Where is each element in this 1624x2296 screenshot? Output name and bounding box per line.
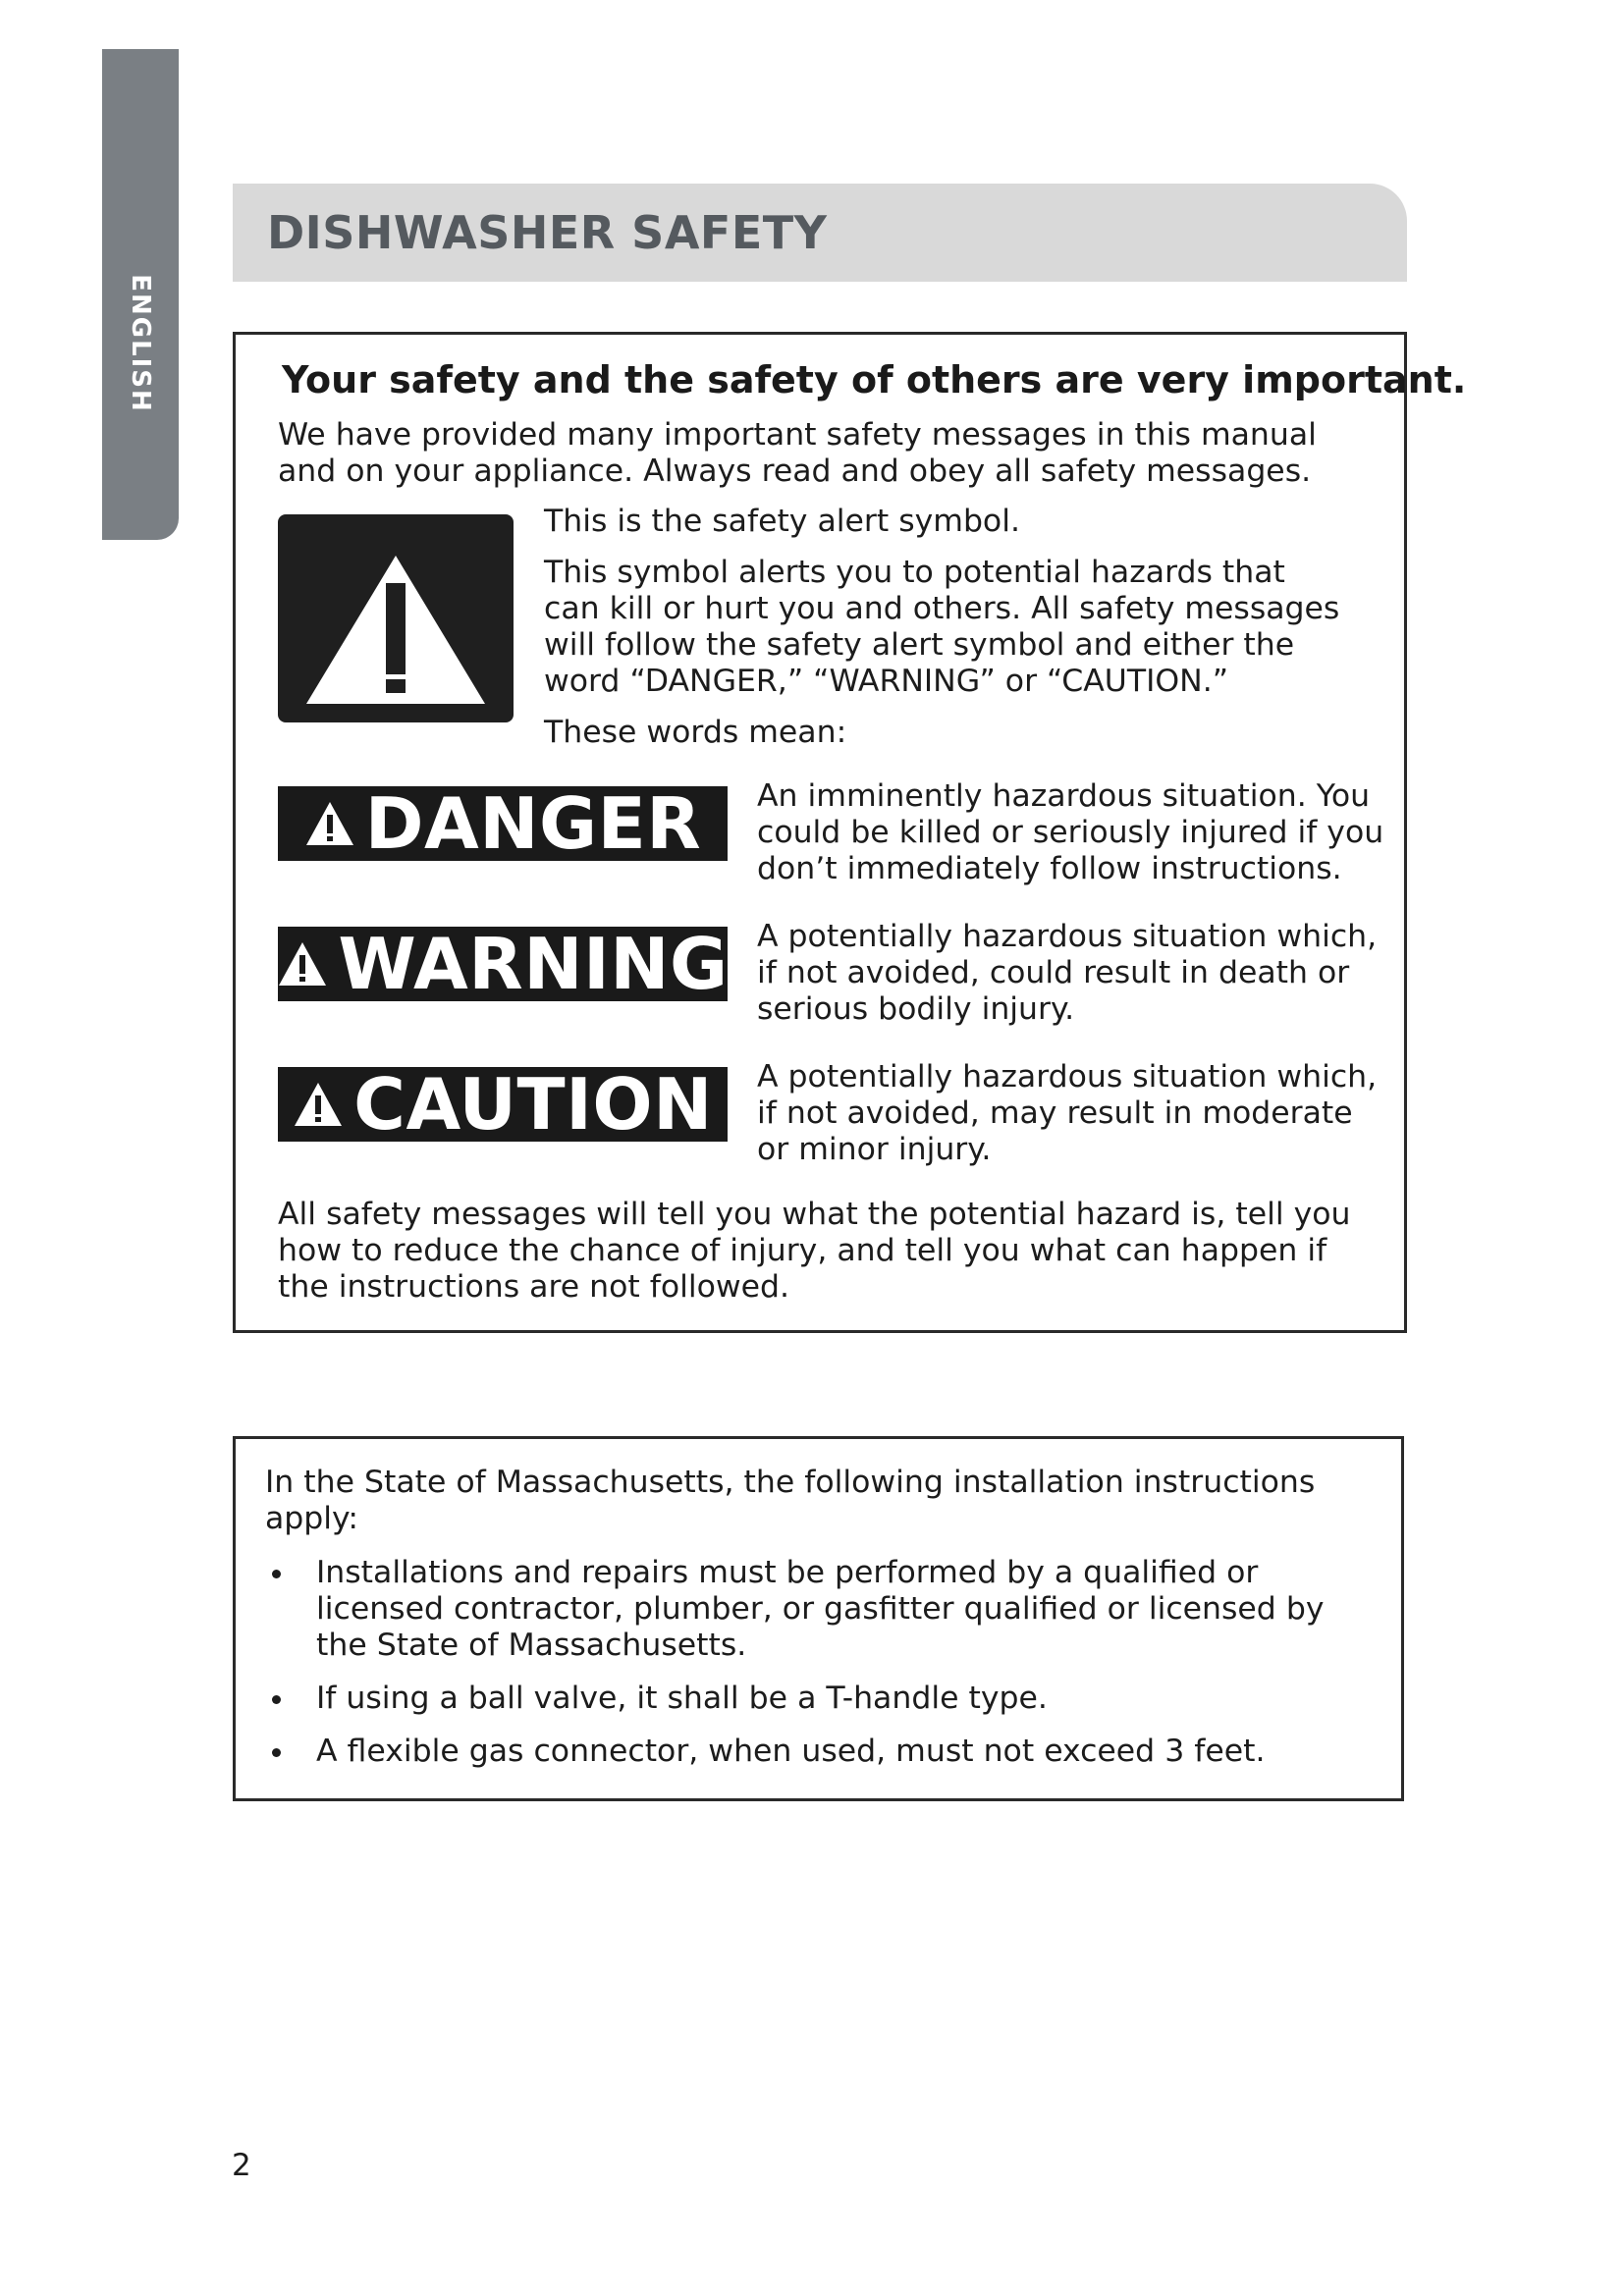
language-tab-label: ENGLISH: [126, 274, 155, 413]
list-item: [265, 1555, 1375, 1664]
list-item: [265, 1681, 1375, 1717]
alert-line: These words mean:: [544, 715, 847, 750]
signal-word: DANGER: [364, 782, 702, 865]
bullet-icon: [272, 1695, 281, 1704]
safety-info-box: [233, 332, 1467, 1333]
language-tab: [102, 49, 179, 540]
bullet-icon: [272, 1570, 281, 1578]
list-item-text: If using a ball valve, it shall be a T-handle type.: [316, 1681, 1048, 1716]
alert-symbol-explanation: [544, 504, 1349, 766]
massachusetts-box: [233, 1436, 1404, 1801]
massachusetts-intro: In the State of Massachusetts, the following installation instructions apply:: [265, 1465, 1316, 1536]
warning-triangle-icon: [304, 800, 355, 847]
safety-heading: Your safety and the safety of others are very important.: [282, 358, 1467, 401]
danger-label: [278, 782, 728, 865]
warning-triangle-icon: [277, 940, 328, 988]
bullet-icon: [272, 1748, 281, 1757]
warning-triangle-icon: [293, 1081, 344, 1128]
section-title: DISHWASHER SAFETY: [267, 206, 828, 259]
section-header: [233, 184, 1407, 282]
warning-label: [278, 923, 729, 1005]
signal-description: A potentially hazardous situation which, if not avoided, could result in death or serious bodily injury.: [757, 919, 1378, 1027]
list-item-text: A flexible gas connector, when used, must not exceed 3 feet.: [316, 1734, 1266, 1769]
massachusetts-list: [265, 1555, 1375, 1787]
signal-description: A potentially hazardous situation which, if not avoided, may result in moderate or minor injury.: [757, 1059, 1378, 1167]
safety-intro: We have provided many important safety messages in this manual and on your appliance. Always read and obey all safety messages.: [278, 417, 1317, 489]
signal-word: WARNING: [338, 923, 729, 1005]
warning-triangle-icon: [278, 514, 514, 722]
list-item-text: Installations and repairs must be performed by a qualified or licensed contractor, plumber, or gasfitter qualified or licensed by the State of Massachusetts.: [316, 1555, 1325, 1663]
alert-line: This is the safety alert symbol.: [544, 504, 1020, 539]
safety-footer: All safety messages will tell you what the potential hazard is, tell you how to reduce the chance of injury, and tell you what can happen if the instructions are not followed.: [278, 1197, 1351, 1305]
list-item: [265, 1734, 1375, 1770]
signal-description: An imminently hazardous situation. You could be killed or seriously injured if you don’t immediately follow instructions.: [757, 778, 1384, 886]
caution-label: [278, 1063, 728, 1146]
alert-line: This symbol alerts you to potential hazards that can kill or hurt you and others. All safety messages will follow the safety alert symbol and either the word “DANGER,” “WARNING” or “CAUTION.”: [544, 555, 1340, 699]
page-number: 2: [232, 2148, 251, 2183]
signal-word: CAUTION: [353, 1063, 713, 1146]
